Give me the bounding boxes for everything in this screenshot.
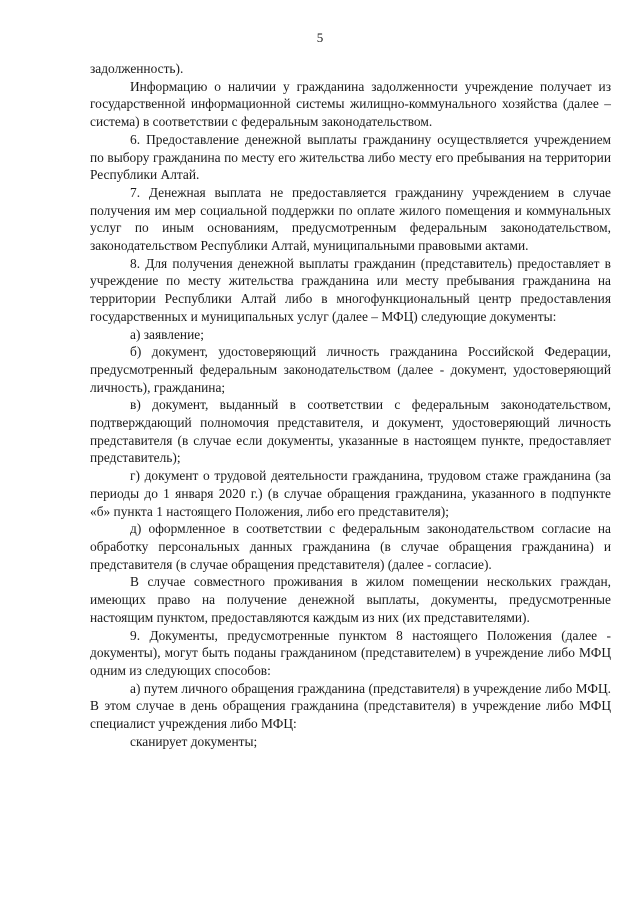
paragraph: 6. Предоставление денежной выплаты гражданину осуществляется учреждением по выбору гражданина по месту его жительства либо месту его пребывания на территории Республики Алтай.	[90, 131, 611, 183]
document-body	[90, 60, 611, 750]
paragraph: в) документ, выданный в соответствии с федеральным законодательством, подтверждающий полномочия представителя, и документ, удостоверяющий личность представителя (в случае если документы, указанные в настоящем пункте, предоставляет представитель);	[90, 397, 611, 466]
paragraph: сканирует документы;	[130, 733, 258, 749]
paragraph: задолженность).	[90, 61, 184, 76]
paragraph: Информацию о наличии у гражданина задолженности учреждение получает из государственной информационной системы жилищно-коммунального хозяйства (далее – система) в соответствии с федеральным законодательством.	[90, 78, 611, 130]
paragraph: а) путем личного обращения гражданина (представителя) в учреждение либо МФЦ. В этом случае в день обращения гражданина (представителя) в учреждение либо МФЦ специалист учреждения либо МФЦ:	[90, 680, 611, 732]
paragraph: 7. Денежная выплата не предоставляется гражданину учреждением в случае получения им мер социальной поддержки по оплате жилого помещения и коммунальных услуг по иным основаниям, предусмотренным федеральным законодательством, законодательством Республики Алтай, муниципальными правовыми актами.	[90, 184, 611, 254]
paragraph: б) документ, удостоверяющий личность гражданина Российской Федерации, предусмотренный федеральным законодательством (далее - документ, удостоверяющий личность), гражданина;	[90, 344, 611, 395]
paragraph: 8. Для получения денежной выплаты гражданин (представитель) предоставляет в учреждение по месту жительства гражданина или месту пребывания гражданина на территории Республики Алтай либо в многофункциональный центр предоставления государственных и муниципальных услуг (далее – МФЦ) следующие документы:	[90, 255, 611, 324]
paragraph: д) оформленное в соответствии с федеральным законодательством согласие на обработку персональных данных гражданина (в случае обращения гражданина) и представителя (в случае обращения представителя) (далее - согласие).	[90, 521, 611, 572]
paragraph: 9. Документы, предусмотренные пунктом 8 настоящего Положения (далее - документы), могут быть поданы гражданином (представителем) в учреждение либо МФЦ одним из следующих способов:	[90, 627, 611, 678]
paragraph: г) документ о трудовой деятельности гражданина, трудовом стаже гражданина (за периоды до 1 января 2020 г.) (в случае обращения гражданина, указанного в подпункте «б» пункта 1 настоящего Положения, либо его представителя);	[90, 468, 611, 519]
paragraph: а) заявление;	[130, 326, 204, 342]
paragraph: В случае совместного проживания в жилом помещении нескольких граждан, имеющих право на получение денежной выплаты, документы, предусмотренные настоящим пунктом, предоставляются каждым из них (их представителями).	[90, 574, 611, 625]
page-number: 5	[316, 30, 324, 45]
